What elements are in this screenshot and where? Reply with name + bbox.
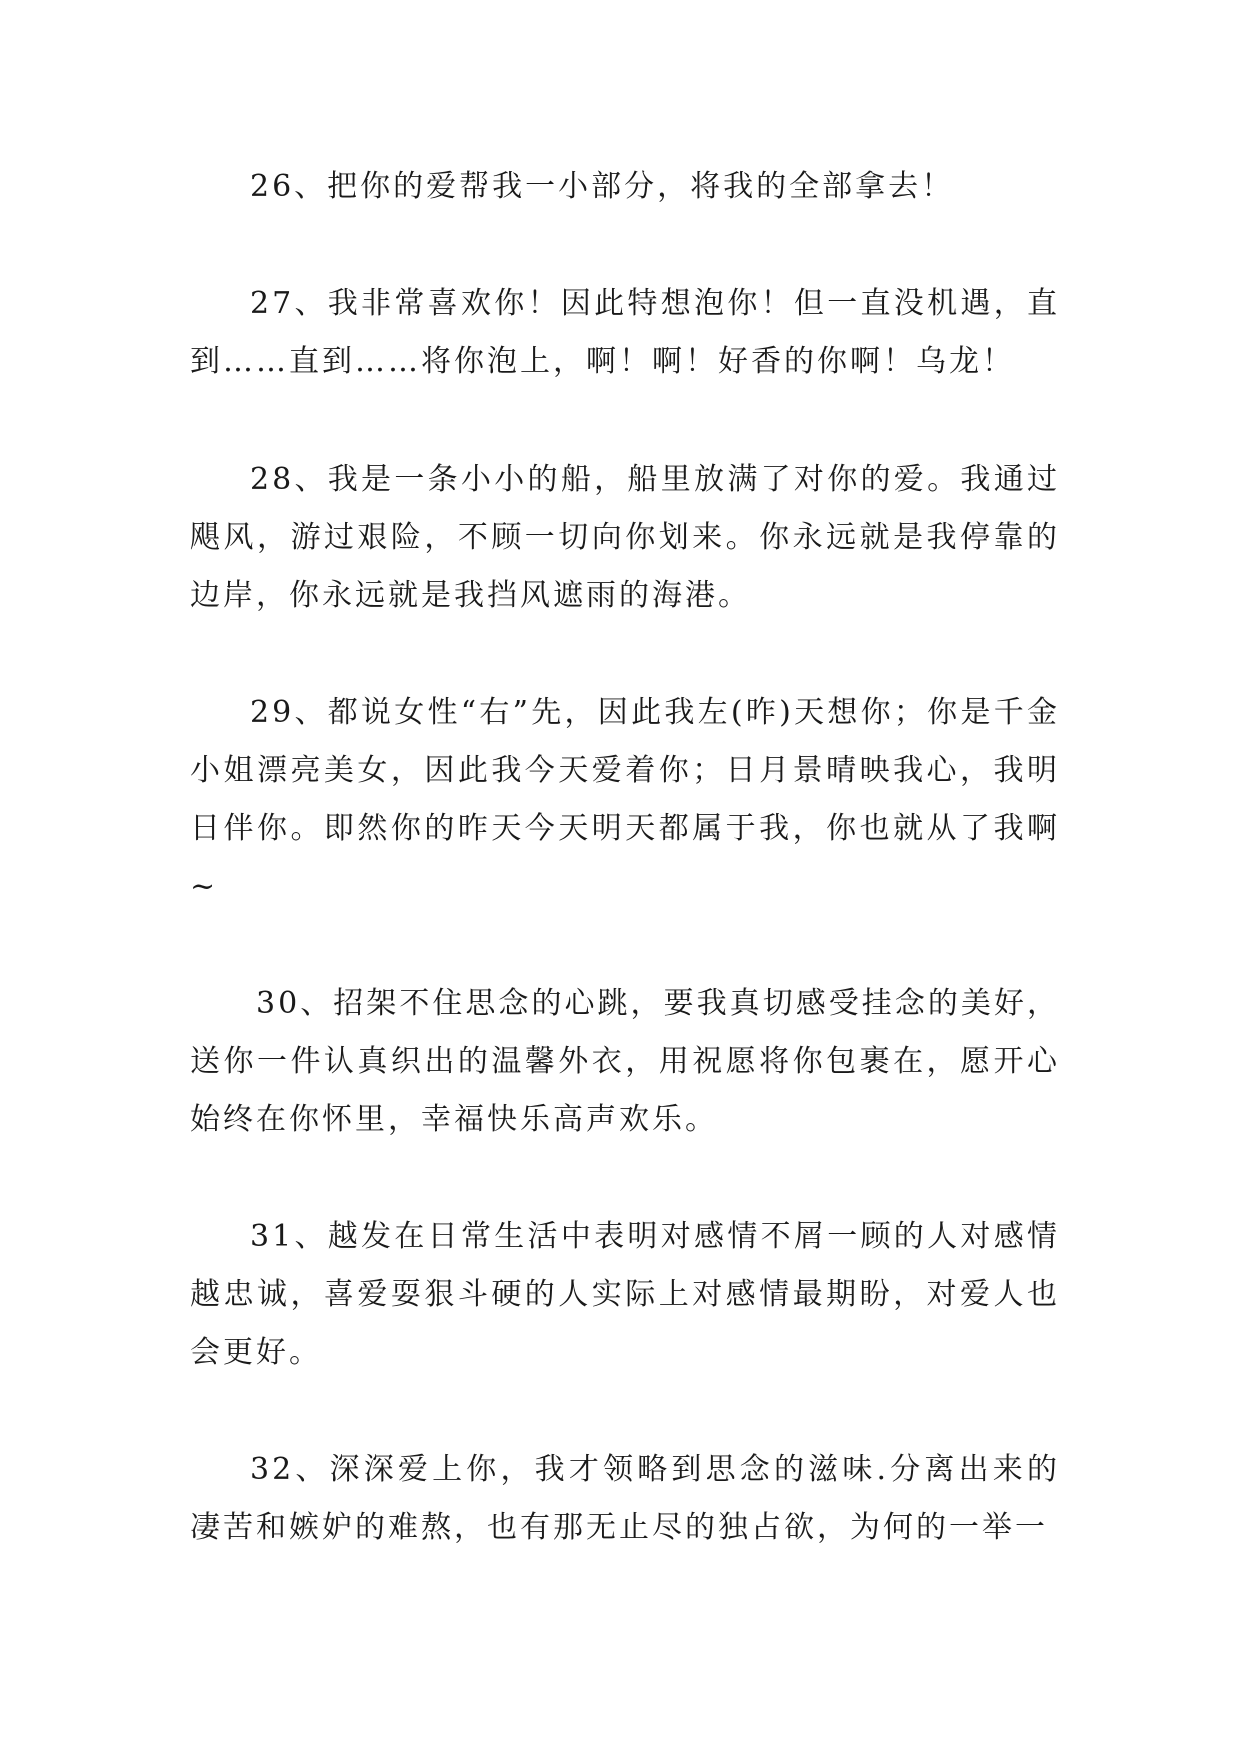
paragraph-26: 26、把你的爱帮我一小部分，将我的全部拿去！ <box>250 169 955 204</box>
paragraph-31: 31、越发在日常生活中表明对感情不屑一顾的人对感情越忠诚，喜爱耍狠斗硬的人实际上对感情最期盼，对爱人也会更好。 <box>190 1219 1060 1370</box>
paragraph-27: 27、我非常喜欢你！因此特想泡你！但一直没机遇，直到……直到……将你泡上，啊！啊！好香的你啊！乌龙！ <box>190 286 1060 379</box>
paragraph-30: 30、招架不住思念的心跳，要我真切感受挂念的美好，送你一件认真织出的温馨外衣，用祝愿将你包裹在，愿开心始终在你怀里，幸福快乐高声欢乐。 <box>190 986 1060 1137</box>
paragraph-29: 29、都说女性“右”先，因此我左(昨)天想你；你是千金小姐漂亮美女，因此我今天爱着你；日月景晴映我心，我明日伴你。即然你的昨天今天明天都属于我，你也就从了我啊~ <box>190 695 1060 904</box>
paragraph-32: 32、深深爱上你，我才领略到思念的滋味.分离出来的凄苦和嫉妒的难熬，也有那无止尽的独占欲，为何的一举一 <box>190 1452 1060 1545</box>
paragraph-28: 28、我是一条小小的船，船里放满了对你的爱。我通过飓风，游过艰险，不顾一切向你划来。你永远就是我停靠的边岸，你永远就是我挡风遮雨的海港。 <box>190 462 1060 613</box>
